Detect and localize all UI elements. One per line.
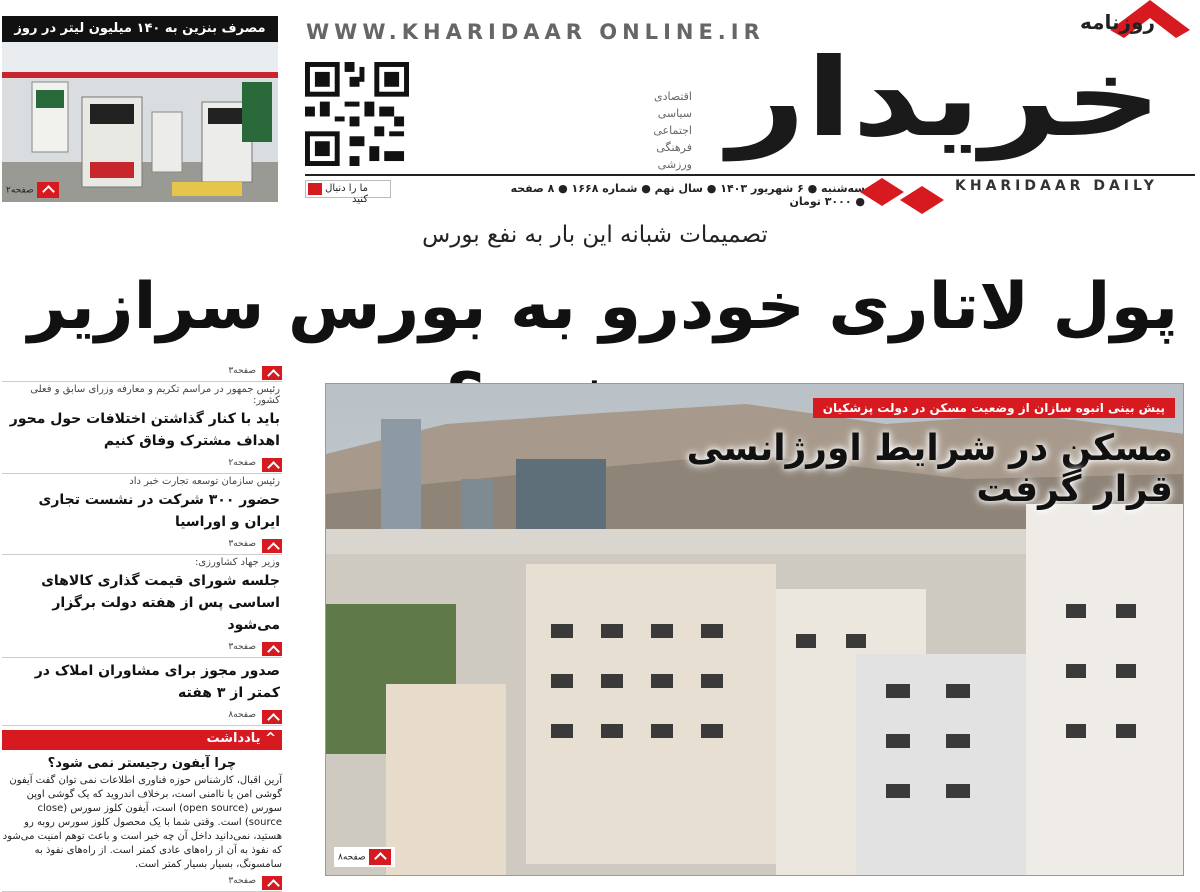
news-item-head: صدور مجوز برای مشاوران املاک در کمتر از ۳ هفته (34, 663, 280, 701)
page-ref-label: صفحه۲ (228, 458, 256, 468)
news-item[interactable] (2, 474, 282, 539)
page-arrow-icon (37, 182, 59, 198)
chevron-up-icon: ^ (265, 731, 276, 746)
promo-title: مصرف بنزین به ۱۴۰ میلیون لیتر در روز (2, 16, 278, 42)
page-arrow-icon (262, 642, 282, 656)
follow-label: ما را دنبال کنید (325, 183, 368, 205)
promo-page-label: صفحه۲ (6, 185, 34, 196)
logo-text: خریدار (728, 36, 1162, 161)
note-title[interactable]: چرا آیفون رجیستر نمی شود؟ (47, 756, 237, 771)
news-item-sub: رئیس سازمان توسعه تجارت خبر داد (129, 476, 280, 487)
gas-station-photo (2, 42, 278, 202)
main-story-supertitle: پیش بینی انبوه سازان از وضعیت مسکن در دولت پزشکیان (813, 398, 1175, 418)
section-list (600, 88, 692, 173)
page-arrow-icon (262, 876, 282, 890)
main-story-title[interactable]: مسکن در شرایط اورژانسی قرار گرفت (686, 428, 1173, 510)
promo-page-ref (6, 182, 59, 198)
brand-kicker: روزنامه (1080, 10, 1155, 34)
page-ref-label: صفحه۳ (228, 366, 256, 376)
social-icon (308, 183, 322, 195)
page-ref (2, 710, 282, 726)
news-item-head: جلسه شورای قیمت گذاری کالاهای اساسی پس از هفته دولت برگزار می‌شود (41, 573, 280, 633)
main-story[interactable] (325, 383, 1184, 876)
newspaper-logo (700, 36, 1190, 180)
page-ref-label: صفحه۸ (228, 710, 256, 720)
section-item: فرهنگی (656, 141, 692, 154)
page-ref-label: صفحه۳ (228, 539, 256, 549)
page-arrow-icon (262, 458, 282, 472)
news-item-head: باید با کنار گذاشتن اختلافات حول محور اهداف مشترک وفاق کنیم (9, 411, 280, 449)
section-item: سیاسی (657, 107, 692, 120)
left-news-column (2, 366, 282, 886)
news-item[interactable] (2, 382, 282, 458)
note-section-header (2, 730, 282, 750)
qr-code-icon[interactable] (305, 62, 409, 166)
page-ref-label: صفحه۳ (228, 642, 256, 652)
page-ref (2, 539, 282, 555)
news-item-sub: وزیر جهاد کشاورزی: (194, 557, 280, 568)
news-item-head: حضور ۳۰۰ شرکت در نشست تجاری ایران و اوراسیا (38, 492, 280, 530)
main-story-page-ref (334, 847, 395, 867)
promo-story[interactable] (2, 16, 278, 202)
daily-latin-title: KHARIDAAR DAILY (955, 178, 1158, 194)
page-ref (2, 876, 282, 892)
follow-us-button[interactable] (305, 180, 391, 205)
note-label: یادداشت (206, 731, 261, 746)
note-body: آرین اقبال، کارشناس حوزه فناوری اطلاعات نمی توان گفت آیفون گوشی امن یا ناامنی است، برخلاف اندروید که یک گوشی اوپن سورس (open source) است، آیفون کلوز سورس (close source) است. وقتی شما با یک محصول کلوز سورس روبه رو هستید، نمی‌دانید داخل آن چه خبر است و باعث توهم امنیت می‌شود که نفوذ به آن از راه‌های عادی کمتر است. از راه‌های نفوذ به سامسونگ، بسیار بسیار کمتر است. (2, 775, 282, 870)
issue-dateline: سه‌شنبه ● ۶ شهریور ۱۴۰۳ ● سال نهم ● شماره ۱۶۶۸ ● ۸ صفحه ● ۳۰۰۰ تومان (510, 182, 865, 208)
section-item: ورزشی (657, 158, 692, 171)
main-headline[interactable]: پول لاتاری خودرو به بورس سرازیر (27, 270, 1179, 344)
page-ref (2, 642, 282, 658)
page-arrow-icon (262, 539, 282, 553)
page-arrow-icon (262, 366, 282, 380)
page-ref-label: صفحه۳ (228, 876, 256, 886)
news-item[interactable] (2, 658, 282, 710)
section-item: اجتماعی (653, 124, 692, 137)
website-url[interactable]: WWW.KHARIDAAR ONLINE.IR (306, 20, 765, 44)
page-ref (2, 458, 282, 474)
page-ref (2, 366, 282, 382)
logo-red-mark-icon (860, 178, 950, 222)
section-item: اقتصادی (653, 90, 692, 103)
page-arrow-icon (262, 710, 282, 724)
news-item-sub: رئیس جمهور در مراسم تکریم و معارفه وزرای سابق و فعلی کشور: (30, 384, 280, 406)
news-item[interactable] (2, 555, 282, 642)
headline-kicker: تصمیمات شبانه این بار به نفع بورس (422, 222, 768, 248)
main-story-page-label: صفحه۸ (338, 852, 366, 863)
page-arrow-icon (369, 849, 391, 865)
